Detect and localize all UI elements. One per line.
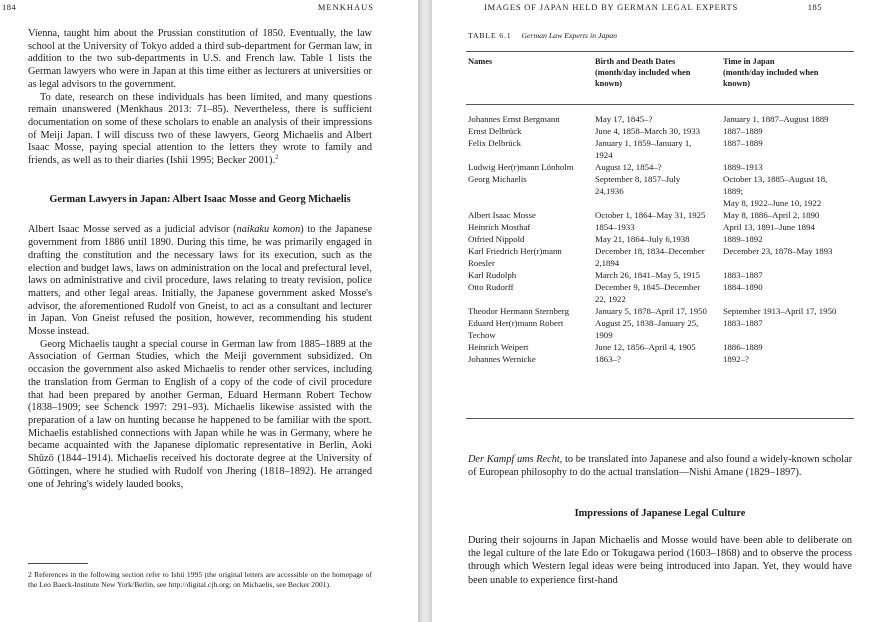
table-row xyxy=(468,281,856,305)
paragraph: Vienna, taught him about the Prussian constitution of 1850. Eventually, the law school at the University of Tokyo added a third sub-department for German law, in addition to the two sub-departments in U.S. and French law. Table 1 lists the German lawyers who were in Japan at this time either as lecturers at universities or as legal advisors to the government. xyxy=(28,28,372,90)
table-cell-time: 1889–1913 xyxy=(723,162,763,172)
table-top-rule xyxy=(466,51,854,52)
table-cell-name: Albert Isaac Mosse xyxy=(468,210,536,220)
page-number: 184 xyxy=(2,2,17,12)
table-cell-name: Felix Delbrück xyxy=(468,138,522,148)
table-row xyxy=(468,125,856,137)
table-row xyxy=(468,341,856,353)
paragraph: Albert Isaac Mosse served as a judicial advisor (naikaku komon) to the Japanese government from 1886 until 1890. During this time, he was primarily engaged in drafting the constitution and the necessary laws for its execution, such as the election and budget laws, laws on administration on the local and prefectural level, laws on administrative and civil procedure, laws relating to treaty revision, police matters, and other legal areas. Initially, the Japanese government asked Mosse's advisor, the aforementioned Rudolf von Gneist, to act as a consultant and lecturer in Japan. Von Gneist refused the position, however, recommending his student Mosse instead. xyxy=(28,224,372,338)
footnote: 2 References in the following section refer to Ishii 1995 (the original letters are accessible on the homepage of the Leo Baeck-Institute New York/Berlin, see http://digital.cjh.org; on Michaelis, see Becker 2001). xyxy=(28,570,372,590)
table-cell-dates: May 21, 1864–July 6,1938 xyxy=(595,234,690,244)
table-cell-dates: June 12, 1856–April 4, 1905 xyxy=(595,342,696,352)
table-cell-time: 1883–1887 xyxy=(723,318,763,328)
table-row xyxy=(468,305,856,317)
table-row xyxy=(468,269,856,281)
table-row xyxy=(468,221,856,233)
table-row xyxy=(468,233,856,245)
left-body-text xyxy=(28,28,372,491)
table-cell-time: 1889–1892 xyxy=(723,234,763,244)
page-number: 185 xyxy=(807,2,822,12)
header-names: Names xyxy=(468,57,493,66)
header-time-in-japan: Time in Japan (month/day included when known) xyxy=(723,57,819,89)
running-head: IMAGES OF JAPAN HELD BY GERMAN LEGAL EXPERTS xyxy=(484,2,739,12)
table-title: German Law Experts in Japan xyxy=(521,31,618,40)
table-cell-name: Ludwig Her(r)mann Lönholm xyxy=(468,162,574,172)
table-cell-name: Johannes Ernst Bergmann xyxy=(468,114,560,124)
table-cell-dates: 1863–? xyxy=(595,354,621,364)
table-cell-name: Karl Friedrich Her(r)mann Roesler xyxy=(468,246,562,268)
table-cell-name: Eduard Her(r)mann Robert Techow xyxy=(468,318,564,340)
table-cell-time: 1887–1889 xyxy=(723,126,763,136)
table-cell-dates: January 5, 1878–April 17, 1950 xyxy=(595,306,707,316)
table-cell-name: Johannes Wernicke xyxy=(468,354,536,364)
table-label: TABLE 6.1 xyxy=(468,31,512,40)
table-cell-name: Otto Rudorff xyxy=(468,282,514,292)
section-heading: German Lawyers in Japan: Albert Isaac Mosse and Georg Michaelis xyxy=(49,193,351,205)
paragraph: Der Kampf ums Recht, to be translated into Japanese and also found a widely-known scholar of European philosophy to do the actual translation—Nishi Amane (1829–1897). xyxy=(468,454,852,479)
table-cell-time: September 1913–April 17, 1950 xyxy=(723,306,837,316)
running-head: MENKHAUS xyxy=(317,2,374,12)
table-cell-dates: June 4, 1858–March 30, 1933 xyxy=(595,126,701,136)
table-cell-dates: 1854–1933 xyxy=(595,222,635,232)
table-row xyxy=(468,209,856,221)
table-cell-time: 1887–1889 xyxy=(723,138,763,148)
table-cell-time: 1886–1889 xyxy=(723,342,763,352)
table-row xyxy=(468,245,856,269)
right-page xyxy=(432,0,874,622)
table-row xyxy=(468,161,856,173)
paragraph: To date, research on these individuals has been limited, and many questions remain unanswered (Menkhaus 2013: 71–85). Nevertheless, there is sufficient documentation on some of these scholars to enable an analysis of their impressions of Meiji Japan. I will discuss two of these lawyers, Georg Michaelis and Albert Isaac Mosse, paying special attention to the letters they wrote to family and friends, as well as to their diaries (Ishii 1995; Becker 2001).$^2$ xyxy=(28,91,372,167)
book-gutter xyxy=(418,0,432,622)
table-cell-time: 1892–? xyxy=(723,354,749,364)
table-cell-time: April 13, 1891–June 1894 xyxy=(723,222,815,232)
table-cell-name: Ernst Delbrück xyxy=(468,126,522,136)
table-cell-time: December 23, 1878–May 1893 xyxy=(723,246,833,256)
right-body-text xyxy=(468,453,852,587)
table-row xyxy=(468,317,856,341)
table-cell-dates: December 9, 1845–December 22, 1922 xyxy=(595,282,701,304)
table-cell-name: Karl Rudolph xyxy=(468,270,517,280)
table-bottom-rule xyxy=(466,418,854,419)
table-header-rule xyxy=(466,104,854,105)
table-cell-dates: September 8, 1857–July 24,1936 xyxy=(595,174,681,196)
table-row xyxy=(468,137,856,161)
table-cell-dates: March 26, 1841–May 5, 1915 xyxy=(595,270,701,280)
table-cell-name: Heinrich Mosthaf xyxy=(468,222,531,232)
footnote-marker[interactable]: 2 xyxy=(275,153,279,161)
table-cell-time: 1883–1887 xyxy=(723,270,763,280)
header-birth-death: Birth and Death Dates (month/day included when known) xyxy=(595,57,691,89)
table-row xyxy=(468,173,856,209)
paragraph: During their sojourns in Japan Michaelis and Mosse would have been able to deliberate on the legal culture of the late Edo or Tokugawa period (1603–1868) and to observe the process through which Western legal ideas were being introduced into Japan. Yet, they would have been unable to experience first-hand xyxy=(468,534,852,586)
left-page xyxy=(0,0,418,622)
table-cell-name: Georg Michaelis xyxy=(468,174,527,184)
section-heading: Impressions of Japanese Legal Culture xyxy=(574,507,746,519)
table-cell-name: Heinrich Weipert xyxy=(468,342,529,352)
table-cell-dates: December 18, 1834–December 2,1894 xyxy=(595,246,705,268)
table-cell-time: October 13, 1885–August 18, 1889; May 8, 1922–June 10, 1922 xyxy=(723,174,828,208)
paragraph: Georg Michaelis taught a special course in German law from 1885–1889 at the Association of German Studies, which the Meiji government subsidized. On occasion the government also asked Michaelis to render other services, including the translation from German to English of a copy of the code of civil procedure that had been prepared by another German, Eduard Hermann Robert Techow (1838–1909; see Schenck 1997: 291–93). Michaelis likewise assisted with the preparation of a law on hunting because he happened to be familiar with the sport. Michaelis established connections with Japan while he was in Germany, where he became acquainted with the Japanese diplomatic representative in Berlin, Aoki Shūzō (1844–1914). Michaelis received his doctorate degree at the University of Göttingen, where he studied with Rudolf von Jhering (1818–1892). He arranged one of Jehring's widely lauded books, xyxy=(28,338,372,490)
table-cell-dates: October 1, 1864–May 31, 1925 xyxy=(595,210,706,220)
table-cell-time: January 1, 1887–August 1889 xyxy=(723,114,829,124)
table-cell-time: May 8, 1886–April 2, 1890 xyxy=(723,210,820,220)
table-cell-dates: January 1, 1859–January 1, 1924 xyxy=(595,138,692,160)
table-cell-dates: May 17, 1845–? xyxy=(595,114,653,124)
footnote-divider xyxy=(28,563,88,564)
table-cell-dates: August 25, 1838–January 25, 1909 xyxy=(595,318,699,340)
table-body xyxy=(468,113,856,365)
table-row xyxy=(468,353,856,365)
table-row xyxy=(468,113,856,125)
table-cell-dates: August 12, 1854–? xyxy=(595,162,662,172)
table-caption xyxy=(468,31,617,40)
table-cell-time: 1884–1890 xyxy=(723,282,763,292)
table-cell-name: Otfried Nippold xyxy=(468,234,525,244)
table-cell-name: Theodor Hermann Sternberg xyxy=(468,306,569,316)
